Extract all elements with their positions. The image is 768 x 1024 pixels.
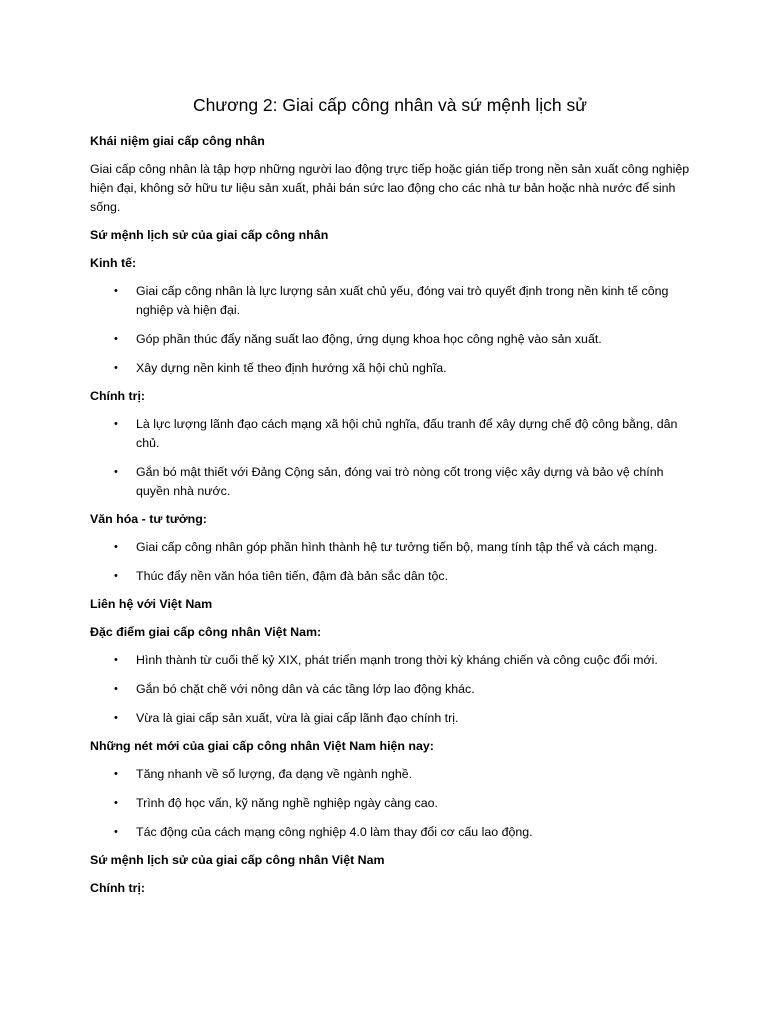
section-heading: Khái niệm giai cấp công nhân [90, 134, 265, 148]
section-heading: Sứ mệnh lịch sử của giai cấp công nhân [90, 228, 329, 242]
section-heading: Liên hệ với Việt Nam [90, 597, 213, 611]
bullet-icon: • [114, 712, 118, 724]
list-item-text: Gắn bó mật thiết với Đảng Cộng sản, đóng vai trò nòng cốt trong việc xây dựng và bảo vệ chính quyền nhà nước. [136, 465, 664, 498]
bullet-icon: • [114, 797, 118, 809]
list-item [90, 651, 690, 670]
list-item-text: Hình thành từ cuối thế kỷ XIX, phát triển mạnh trong thời kỳ kháng chiến và công cuộc đổi mới. [136, 653, 658, 667]
bullet-list [90, 651, 690, 728]
list-item-text: Tăng nhanh về số lượng, đa dạng về ngành nghề. [136, 767, 413, 781]
bullet-icon: • [114, 768, 118, 780]
bullet-icon: • [114, 418, 118, 430]
list-item [90, 463, 690, 501]
section-heading: Sứ mệnh lịch sử của giai cấp công nhân Việt Nam [90, 853, 385, 867]
list-item-text: Là lực lượng lãnh đạo cách mạng xã hội chủ nghĩa, đấu tranh để xây dựng chế độ công bằng, dân chủ. [136, 417, 678, 450]
bullet-icon: • [114, 570, 118, 582]
list-item-text: Gắn bó chặt chẽ với nông dân và các tầng lớp lao động khác. [136, 682, 475, 696]
list-item-text: Trình độ học vấn, kỹ năng nghề nghiệp ngày càng cao. [136, 796, 438, 810]
list-item [90, 330, 690, 349]
bullet-list [90, 282, 690, 378]
list-item [90, 415, 690, 453]
list-item [90, 709, 690, 728]
list-item [90, 794, 690, 813]
bullet-list [90, 765, 690, 842]
bullet-icon: • [114, 285, 118, 297]
bullet-icon: • [114, 541, 118, 553]
bullet-list [90, 538, 690, 586]
list-item-text: Vừa là giai cấp sản xuất, vừa là giai cấp lãnh đạo chính trị. [136, 711, 459, 725]
document-title: Chương 2: Giai cấp công nhân và sứ mệnh lịch sử [193, 95, 587, 115]
list-item-text: Tác động của cách mạng công nghiệp 4.0 làm thay đổi cơ cấu lao động. [136, 825, 533, 839]
list-item [90, 282, 690, 320]
list-item-text: Góp phần thúc đẩy năng suất lao động, ứng dụng khoa học công nghệ vào sản xuất. [136, 332, 602, 346]
section-heading: Những nét mới của giai cấp công nhân Việt Nam hiện nay: [90, 739, 434, 753]
bullet-icon: • [114, 654, 118, 666]
list-item [90, 567, 690, 586]
section-heading: Kinh tế: [90, 256, 137, 270]
bullet-icon: • [114, 826, 118, 838]
section-heading: Chính trị: [90, 389, 146, 403]
bullet-icon: • [114, 683, 118, 695]
bullet-icon: • [114, 333, 118, 345]
list-item-text: Thúc đẩy nền văn hóa tiên tiến, đậm đà bản sắc dân tộc. [136, 569, 449, 583]
list-item-text: Giai cấp công nhân là lực lượng sản xuất chủ yếu, đóng vai trò quyết định trong nền kinh tế công nghiệp và hiện đại. [136, 284, 669, 317]
section-heading: Văn hóa - tư tưởng: [90, 512, 207, 526]
bullet-list [90, 415, 690, 501]
list-item [90, 359, 690, 378]
document-body [90, 132, 690, 898]
list-item [90, 765, 690, 784]
section-heading: Chính trị: [90, 881, 146, 895]
bullet-icon: • [114, 362, 118, 374]
list-item-text: Giai cấp công nhân góp phần hình thành hệ tư tưởng tiến bộ, mang tính tập thể và cách mạng. [136, 540, 658, 554]
section-heading: Đặc điểm giai cấp công nhân Việt Nam: [90, 625, 322, 639]
list-item [90, 823, 690, 842]
list-item [90, 680, 690, 699]
body-paragraph: Giai cấp công nhân là tập hợp những người lao động trực tiếp hoặc gián tiếp trong nền sản xuất công nghiệp hiện đại, không sở hữu tư liệu sản xuất, phải bán sức lao động cho các nhà tư bản hoặc nhà nước để sinh sống. [90, 162, 690, 214]
bullet-icon: • [114, 466, 118, 478]
list-item [90, 538, 690, 557]
list-item-text: Xây dựng nền kinh tế theo định hướng xã hội chủ nghĩa. [136, 361, 447, 375]
